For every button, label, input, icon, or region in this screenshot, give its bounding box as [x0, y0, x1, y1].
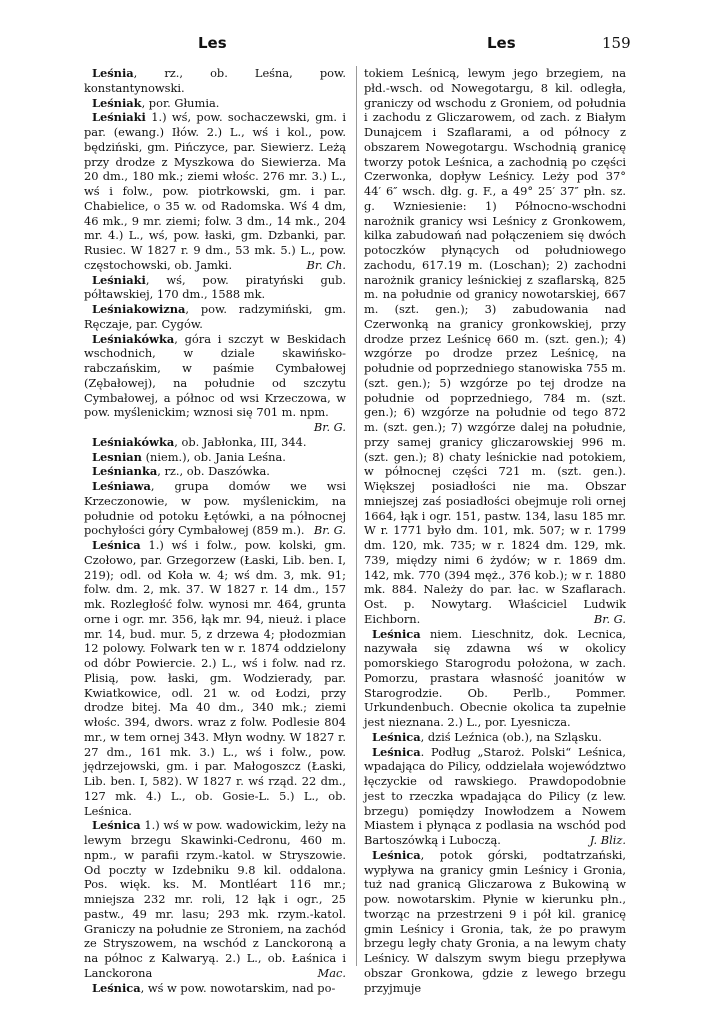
entry-headword: Leśniaki: [92, 110, 146, 125]
entry-text: , wś, pow. piratyński gub. półtawskiej, 170 dm., 1588 mk.: [84, 272, 346, 302]
entry-headword: Leśniaki: [92, 272, 146, 287]
entry-text: 1.) wś w pow. wadowickim, leży na lewym brzegu Skawinki-Cedronu, 460 m. npm., w parafii rzym.-katol. w Stryszowie. Od poczty w Izdebniku 9.8 kil. oddalona. Pos. więk. ks. M. Montléart 116 mr.; mniejsza 232 mr. roli, 12 łąk i ogr., 25 pastw., 49 mr. lasu; 293 mk. rzym.-katol. Graniczy na południe ze Stroniem, na zachód ze Stryszowem, na wschód z Lanckoroną a na północ z Kalwaryą. 2.) L., ob. Łaśnica i Lanckorona: [84, 818, 346, 980]
dictionary-entry: [84, 66, 346, 96]
entry-author-signature: Br. G.: [313, 420, 346, 434]
dictionary-entry: [84, 302, 346, 332]
dictionary-entry: [364, 848, 626, 996]
entry-headword: Leśniakowizna: [92, 302, 186, 316]
dictionary-entry: [84, 450, 346, 465]
dictionary-entry: [84, 96, 346, 111]
dictionary-entry: [84, 479, 346, 538]
page-number: 159: [602, 34, 631, 52]
entry-headword: Leśnica: [92, 538, 141, 552]
entry-text: , pow. radzymiński, gm. Ręczaje, par. Cygów.: [84, 302, 346, 331]
entry-text: 1.) wś i folw., pow. kolski, gm. Czołowo, par. Grzegorzew (Łaski, Lib. ben. I, 219); odl. od Koła w. 4; wś dm. 3, mk. 91; folw. dm. 2, mk. 37. W 1827 r. 14 dm., 157 mk. Rozległość folw. wynosi mr. 464, grunta orne i ogr. mr. 356, łąk mr. 94, nieuż. i place mr. 14, bud. mur. 5, z drzewa 4; płodozmian 12 polowy. Folwark ten w r. 1874 oddzielony od dóbr Powiercie. 2.) L., wś i folw. nad rz. Plisią, pow. łaski, gm. Wodzierady, par. Kwiatkowice, odl. 21 w. od Łodzi, przy drodze bitej. Ma 40 dm., 340 mk.; ziemi włośc. 394, dwors. wraz z folw. Podlesie 804 mr., w tem ornej 343. Młyn wodny. W 1827 r. 27 dm., 161 mk. 3.) L., wś i folw., pow. jędrzejowski, gm. i par. Małogoszcz (Łaski, Lib. ben. I, 582). W 1827 r. wś rząd. 22 dm., 127 mk. 4.) L., ob. Gosie-L. 5.) L., ob. Leśnica.: [84, 538, 346, 818]
dictionary-entry: [84, 818, 346, 980]
column-divider: [356, 66, 357, 966]
entry-text: , rz., ob. Daszówka.: [157, 464, 270, 479]
entry-text: niem. Lieschnitz, dok. Lecnica, nazywała się zdawna wś w okolicy pomorskiego Starogrodu położona, w zach. Pomorzu, prastara własność joanitów w Starogrodzie. Ob. Perlb., Pommer. Urkundenbuch. Obecnie okolica ta zupełnie jest nieznana. 2.) L., por. Lyesnicza.: [364, 626, 626, 729]
entry-text: , grupa domów we wsi Krzeczonowie, w pow. myślenickim, na południe od potoku Łętówki, a na północnej pochyłości góry Cymbałowej (859 m.).: [84, 479, 346, 538]
entry-text: , dziś Leźnica (ob.), na Szląsku.: [420, 729, 602, 744]
entry-text: , rz., ob. Leśna, pow. konstantynowski.: [84, 66, 346, 95]
dictionary-entry: [84, 538, 346, 818]
running-head-left: Les: [198, 34, 227, 52]
dictionary-entry: [84, 110, 346, 272]
dictionary-entry: [84, 981, 346, 996]
entry-text: . Podług „Staroż. Polski“ Leśnica, wpadająca do Pilicy, oddzielała województwo łęczyckie od rawskiego. Prawdopodobnie jest to rzeczka wpadająca do Pilicy (z lew. brzegu) pomiędzy Inowłodzem a Nowem Miastem i płynąca z podlasia na wschód pod Bartoszówką i Luboczą.: [364, 744, 626, 847]
entry-headword: Leśnica: [372, 744, 421, 759]
entry-text: , góra i szczyt w Beskidach wschodnich, w dziale skawińsko-rabczańskim, w paśmie Cymbałowej (Zębałowej), na południe od szczytu Cymbałowej, a północ od wsi Krzeczowa, w pow. myślenickim; wznosi się 701 m. npm.: [84, 331, 346, 420]
entry-author-signature: Mac.: [317, 965, 346, 980]
entry-headword: Leśniawa: [92, 479, 151, 493]
dictionary-entry: [364, 730, 626, 745]
dictionary-entry: [364, 627, 626, 730]
left-column: [84, 66, 346, 995]
dictionary-entry: [364, 66, 626, 627]
entry-headword: Leśnica: [372, 847, 421, 862]
dictionary-entry: [364, 745, 626, 848]
entry-author-signature: J. Bliz.: [589, 833, 626, 847]
right-column: [364, 66, 626, 995]
entry-text: 1.) wś, pow. sochaczewski, gm. i par. (ewang.) Iłów. 2.) L., wś i kol., pow. będziński, gm. Pińczyce, par. Siewierz. Leżą przy drodze z Myszkowa do Siewierza. Ma 20 dm., 180 mk.; ziemi włośc. 276 mr. 3.) L., wś i folw., pow. piotrkowski, gm. i par. Chabielice, o 35 w. od Radomska. Wś 4 dm, 46 mk., 9 mr. ziemi; folw. 3 dm., 14 mk., 204 mr. 4.) L., wś, pow. łaski, gm. Dzbanki, par. Rusiec. W 1827 r. 9 dm., 53 mk. 5.) L., pow. częstochowski, ob. Jamki.: [84, 110, 346, 272]
entry-author-signature: Br. Ch.: [306, 257, 346, 272]
entry-text: , potok górski, podtatrzański, wypływa na granicy gmin Leśnicy i Gronia, tuż nad granicą Gliczarowa z Bukowiną w pow. nowotarskim. Płynie w kierunku płn., tworząc na przestrzeni 9 i pół kil. granicę gmin Leśnicy i Gronia, tak, że po prawym brzegu legły chaty Gronia, a na lewym chaty Leśnicy. W dalszym swym biegu przepływa obszar Gronkowa, gdzie z lewego brzegu przyjmuje: [364, 847, 626, 995]
entry-text: tokiem Leśnicą, lewym jego brzegiem, na płd.-wsch. od Nowegotargu, 8 kil. odległa, graniczy od wschodu z Groniem, od południa i zachodu z Gliczarowem, od zach. z Białym Dunajcem i Szaflarami, a od północy z obszarem Nowegotargu. Wschodnią granicę tworzy potok Leśnica, a zachodnią po części Czerwonka, dopływ Leśnicy. Leży pod 37° 44′ 6″ wsch. dłg. g. F., a 49° 25′ 37″ płn. sz. g. Wzniesienie: 1) Północno-wschodni narożnik granicy wsi Leśnicy z Gronkowem, kilka zabudowań nad połączeniem się dwóch potoczków płynących od południowego zachodu, 617.19 m. (Loschan); 2) zachodni narożnik granicy leśnickiej z szaflarską, 825 m. na południe od granicy nowotarskiej, 667 m. (szt. gen.); 3) zabudowania nad Czerwonką na granicy gronkowskiej, przy drodze przez Leśnicę 660 m. (szt. gen.); 4) wzgórze po drodze przez Leśnicę, na południe od poprzedniego stanowiska 755 m. (szt. gen.); 5) wzgórze po tej drodze na południe od poprzedniego, 784 m. (szt. gen.); 6) wzgórze na południe od tego 872 m. (szt. gen.); 7) wzgórze dalej na południe, przy samej granicy gliczarowskiej 996 m. (szt. gen.); 8) chaty leśnickie nad potokiem, w północnej części 721 m. (szt. gen.). Większej posiadłości nie ma. Obszar mniejszej zaś posiadłości obejmuje roli ornej 1664, łąk i ogr. 151, pastw. 134, lasu 185 mr. W r. 1771 było dm. 101, mk. 507; w r. 1799 dm. 120, mk. 735; w r. 1824 dm. 129, mk. 739, między nimi 6 żydów; w r. 1869 dm. 142, mk. 770 (394 męż., 376 kob.); w r. 1880 mk. 884. Należy do par. łac. w Szaflarach. Ost. p. Nowytarg. Właściciel Ludwik Eichborn.: [364, 66, 626, 626]
dictionary-entry: [84, 435, 346, 450]
entry-text: (niem.), ob. Jania Leśna.: [141, 449, 286, 464]
dictionary-entry: [84, 273, 346, 303]
entry-text: , por. Głumia.: [141, 95, 220, 110]
entry-headword: Leśnia: [92, 66, 134, 80]
entry-headword: Leśnica: [372, 626, 421, 641]
entry-text: , wś w pow. nowotarskim, nad po-: [140, 980, 336, 995]
entry-headword: Leśnica: [372, 729, 421, 744]
dictionary-entry: [84, 332, 346, 435]
entry-headword: Leśniakówka: [92, 331, 175, 346]
entry-headword: Leśnianka: [92, 464, 158, 479]
entry-author-signature: Br. G.: [313, 523, 346, 538]
entry-headword: Leśnica: [92, 980, 141, 995]
entry-headword: Lesnian: [92, 449, 142, 464]
running-head-right: Les: [487, 34, 516, 52]
entry-author-signature: Br. G.: [593, 611, 626, 626]
entry-text: , ob. Jabłonka, III, 344.: [174, 434, 307, 449]
entry-headword: Leśniak: [92, 95, 142, 110]
dictionary-entry: [84, 464, 346, 479]
entry-headword: Leśnica: [92, 818, 141, 833]
entry-headword: Leśniakówka: [92, 434, 175, 449]
